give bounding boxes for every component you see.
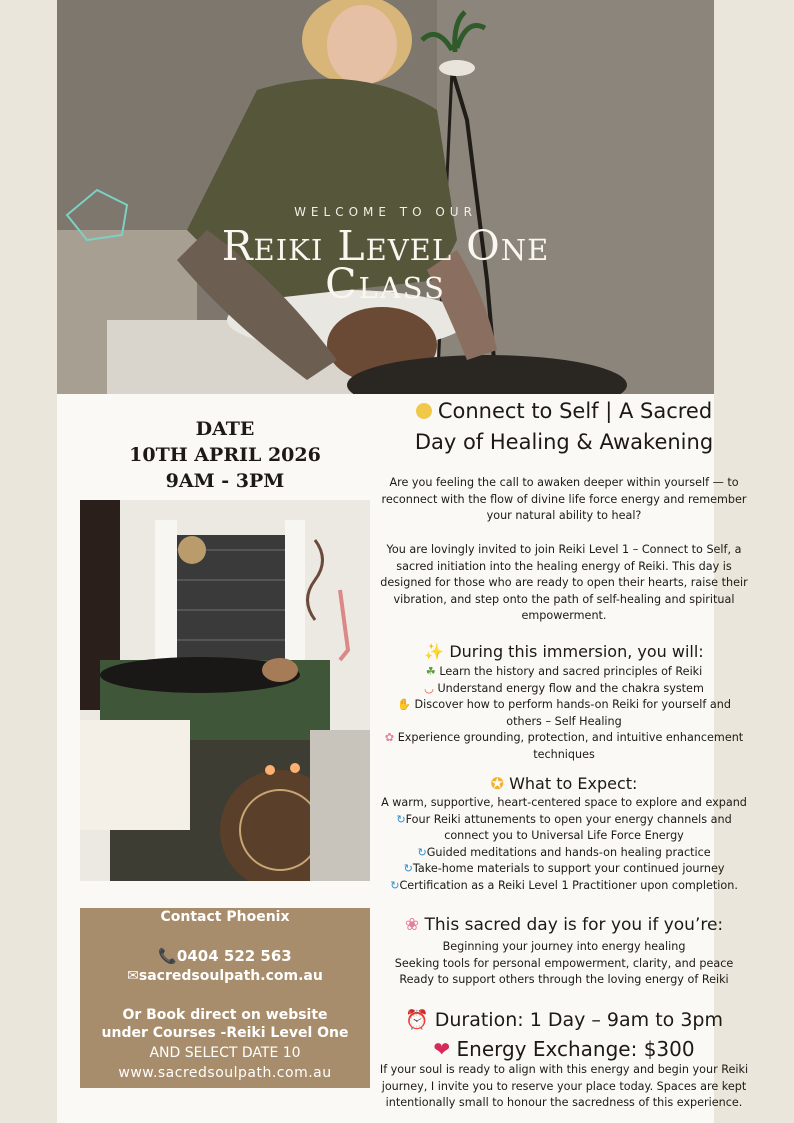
hero-photo-illustration xyxy=(57,0,714,394)
sparkles-icon: ✨ xyxy=(424,642,445,661)
list-item-text: Four Reiki attunements to open your energy channels and xyxy=(405,812,732,826)
intro-p1-line: reconnect with the flow of divine life force energy and remember xyxy=(381,492,747,506)
list-item-text: Guided meditations and hands-on healing practice xyxy=(426,845,711,859)
time-value: 9AM - 3PM xyxy=(165,470,285,492)
list-item-continued: connect you to Universal Life Force Energy xyxy=(444,829,684,843)
contact-website[interactable]: www.sacredsoulpath.com.au xyxy=(118,1065,332,1081)
list-item xyxy=(370,681,758,698)
spiral-icon: ↻ xyxy=(403,862,413,876)
room-photo xyxy=(80,500,370,881)
intro-p2-line: You are lovingly invited to join Reiki Level 1 – Connect to Self, a xyxy=(386,543,742,556)
list-item xyxy=(370,812,758,829)
list-item-text: Experience grounding, protection, and intuitive enhancement xyxy=(397,731,744,745)
star-icon: ✪ xyxy=(490,774,504,793)
blossom-icon: ✿ xyxy=(384,731,395,745)
list-item xyxy=(370,730,758,747)
closing-paragraph xyxy=(370,1062,758,1112)
list-item-text: Take-home materials to support your continued journey xyxy=(412,862,725,876)
intro-p2-line: vibration, and step onto the path of self-healing and spiritual xyxy=(393,592,735,606)
energy-exchange xyxy=(370,1035,758,1063)
list-item xyxy=(370,845,758,862)
during-heading xyxy=(370,641,758,663)
expect-intro-line: A warm, supportive, heart-centered space to explore and expand xyxy=(381,796,747,809)
intro-paragraph-2 xyxy=(370,542,758,625)
hero-title-line2: Class xyxy=(325,260,446,308)
intro-heading-line2: Day of Healing & Awakening xyxy=(414,430,714,454)
contact-book-line2: under Courses -Reiki Level One xyxy=(101,1025,349,1041)
foryou-line: Ready to support others through the loving energy of Reiki xyxy=(399,973,729,987)
energy-text: Energy Exchange: $300 xyxy=(456,1037,695,1061)
intro-p2-line: designed for those who are ready to open their hearts, raise their xyxy=(380,576,748,589)
list-item-text: Certification as a Reiki Level 1 Practitioner upon completion. xyxy=(399,878,738,892)
contact-date-line: AND SELECT DATE 10 xyxy=(149,1045,301,1061)
date-label: DATE xyxy=(195,418,255,440)
hands-icon: ✋ xyxy=(397,698,411,712)
contact-box xyxy=(80,908,370,1088)
during-heading-text: During this immersion, you will: xyxy=(449,642,704,661)
list-item xyxy=(370,878,758,895)
date-block xyxy=(110,416,340,494)
foryou-list xyxy=(370,939,758,989)
clock-icon: ⏰ xyxy=(405,1009,429,1031)
heart-icon: ❤ xyxy=(433,1037,451,1061)
hero-photo xyxy=(57,0,714,394)
duration-line xyxy=(370,1007,758,1033)
closing-line: intentionally small to honour the sacredness of this experience. xyxy=(385,1096,743,1109)
envelope-icon: ✉ xyxy=(127,968,139,984)
intro-paragraph-1 xyxy=(370,475,758,525)
foryou-line: Seeking tools for personal empowerment, clarity, and peace xyxy=(394,956,734,970)
spiral-icon: ↻ xyxy=(390,878,400,892)
foryou-line: Beginning your journey into energy healing xyxy=(442,940,686,953)
contact-phone-number: 0404 522 563 xyxy=(176,947,292,965)
contact-book-line1: Or Book direct on website xyxy=(122,1007,328,1023)
expect-list xyxy=(370,795,758,895)
intro-p1-line: your natural ability to heal? xyxy=(486,509,642,522)
closing-line: journey, I invite you to reserve your place today. Spaces are kept xyxy=(381,1079,747,1093)
list-item-text: Discover how to perform hands-on Reiki for yourself and xyxy=(414,698,731,712)
moon-icon xyxy=(416,403,432,419)
spiral-icon: ↻ xyxy=(396,812,406,826)
expect-heading-text: What to Expect: xyxy=(509,774,638,793)
foryou-heading xyxy=(370,913,758,937)
list-item-text: Learn the history and sacred principles of Reiki xyxy=(439,665,703,678)
intro-p2-line: sacred initiation into the healing energy of Reiki. This day is xyxy=(396,559,732,573)
intro-heading-line1: Connect to Self | A Sacred xyxy=(437,399,713,423)
list-item-continued: techniques xyxy=(533,747,595,761)
date-value: 10TH APRIL 2026 xyxy=(129,444,321,466)
hero-welcome-text: WELCOME TO OUR xyxy=(294,205,477,219)
list-item xyxy=(370,697,758,714)
during-list xyxy=(370,664,758,764)
duration-text: Duration: 1 Day – 9am to 3pm xyxy=(434,1009,723,1031)
herb-icon: ☘ xyxy=(425,665,436,678)
list-item-text: Understand energy flow and the chakra system xyxy=(437,681,704,695)
closing-line: If your soul is ready to align with this energy and begin your Reiki xyxy=(379,1063,749,1076)
lotus-icon: ❀ xyxy=(404,915,420,935)
foryou-heading-text: This sacred day is for you if you’re: xyxy=(424,915,724,935)
contact-phone[interactable] xyxy=(80,946,370,966)
list-item-continued: others – Self Healing xyxy=(506,714,622,728)
contact-title: Contact Phoenix xyxy=(160,909,290,925)
expect-heading xyxy=(370,773,758,795)
list-item xyxy=(370,664,758,681)
spiral-icon: ↻ xyxy=(417,845,427,859)
room-photo-illustration xyxy=(80,500,370,881)
contact-email[interactable] xyxy=(80,966,370,986)
rainbow-icon: ◡ xyxy=(424,681,434,695)
list-item xyxy=(370,861,758,878)
phone-icon: 📞 xyxy=(158,947,177,965)
hero-title-line1: Reiki Level One xyxy=(221,222,550,270)
intro-heading xyxy=(370,396,758,458)
intro-p2-line: empowerment. xyxy=(521,609,607,622)
contact-email-text: sacredsoulpath.com.au xyxy=(138,968,323,984)
intro-p1-line: Are you feeling the call to awaken deeper within yourself — to xyxy=(389,476,739,489)
